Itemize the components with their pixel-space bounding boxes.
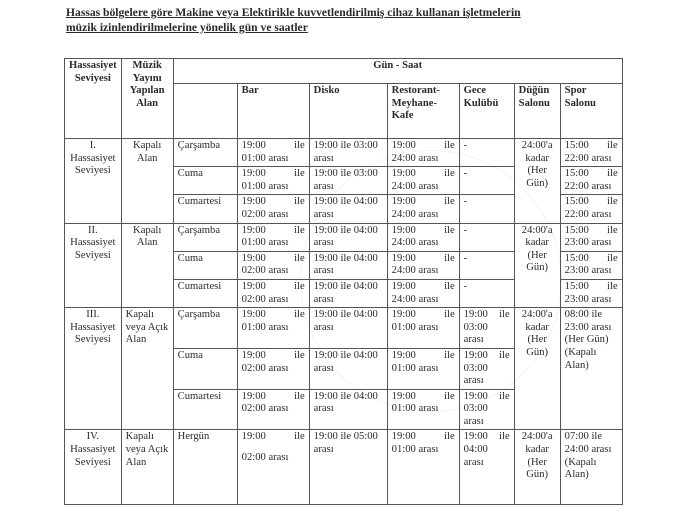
disko-cell: 19:00 ile 04:00 arası (309, 251, 387, 279)
table-row (65, 430, 623, 505)
restorant-cell: 19:00 ile 24:00 arası (387, 139, 459, 167)
heading-line-1: Hassas bölgelere göre Makine veya Elektirikle kuvvetlendirilmiş cihaz kullanan işletmelerin (66, 6, 521, 19)
restorant-cell: 19:00 ile 01:00 arası (387, 389, 459, 430)
area-cell: Kapalı veya Açık Alan (121, 430, 173, 505)
header-bar: Bar (237, 84, 309, 139)
restorant-cell: 19:00 ile 24:00 arası (387, 167, 459, 195)
disko-cell: 19:00 ile 03:00 arası (309, 167, 387, 195)
area-cell: Kapalı Alan (121, 139, 173, 224)
day-cell: Cumartesi (173, 389, 237, 430)
area-cell: Kapalı Alan (121, 223, 173, 308)
day-cell: Çarşamba (173, 308, 237, 349)
gece-cell: - (459, 139, 514, 167)
spor-cell: 07:00 ile 24:00 arası (Kapalı Alan) (560, 430, 622, 505)
day-cell: Cuma (173, 251, 237, 279)
header-restorant: Restorant-Meyhane-Kafe (387, 84, 459, 139)
level-cell: II. Hassasiyet Seviyesi (65, 223, 122, 308)
spor-cell: 15:00 ile 23:00 arası (560, 251, 622, 279)
bar-cell: 19:00 ile 01:00 arası (237, 139, 309, 167)
disko-cell: 19:00 ile 04:00 arası (309, 389, 387, 430)
restorant-cell: 19:00 ile 24:00 arası (387, 251, 459, 279)
wedding-cell: 24:00'a kadar (Her Gün) (514, 139, 560, 224)
spor-cell: 15:00 ile 22:00 arası (560, 139, 622, 167)
restorant-cell: 19:00 ile 24:00 arası (387, 223, 459, 251)
spor-cell: 15:00 ile 22:00 arası (560, 167, 622, 195)
gece-cell: - (459, 251, 514, 279)
wedding-cell: 24:00'a kadar (Her Gün) (514, 430, 560, 505)
disko-cell: 19:00 ile 04:00 arası (309, 348, 387, 389)
restorant-cell: 19:00 ile 01:00 arası (387, 308, 459, 349)
header-day-blank (173, 84, 237, 139)
gece-cell: 19:00 ile 04:00 arası (459, 430, 514, 505)
day-cell: Cuma (173, 348, 237, 389)
wedding-cell: 24:00'a kadar (Her Gün) (514, 308, 560, 430)
disko-cell: 19:00 ile 04:00 arası (309, 223, 387, 251)
spor-cell: 08:00 ile 23:00 arası (Her Gün) (Kapalı Alan) (560, 308, 622, 430)
bar-cell: 19:00 ile 02:00 arası (237, 195, 309, 223)
level-cell: I. Hassasiyet Seviyesi (65, 139, 122, 224)
restorant-cell: 19:00 ile 24:00 arası (387, 279, 459, 307)
gece-cell: 19:00 ile 03:00 arası (459, 308, 514, 349)
day-cell: Çarşamba (173, 223, 237, 251)
bar-cell: 19:00 ile 01:00 arası (237, 223, 309, 251)
restorant-cell: 19:00 ile 01:00 arası (387, 348, 459, 389)
gece-cell: - (459, 279, 514, 307)
schedule-table (64, 58, 623, 505)
header-level: Hassasiyet Seviyesi (65, 59, 122, 139)
level-cell: III. Hassasiyet Seviyesi (65, 308, 122, 430)
header-dugun-salonu: Düğün Salonu (514, 84, 560, 139)
bar-cell: 19:00 ile 02:00 arası (237, 430, 309, 505)
day-cell: Hergün (173, 430, 237, 505)
restorant-cell: 19:00 ile 24:00 arası (387, 195, 459, 223)
header-area: Müzik Yayını Yapılan Alan (121, 59, 173, 139)
header-spor-salonu: Spor Salonu (560, 84, 622, 139)
wedding-cell: 24:00'a kadar (Her Gün) (514, 223, 560, 308)
bar-cell: 19:00 ile 02:00 arası (237, 279, 309, 307)
spor-cell: 15:00 ile 23:00 arası (560, 223, 622, 251)
gece-cell: - (459, 223, 514, 251)
bar-cell: 19:00 ile 02:00 arası (237, 389, 309, 430)
table-row (65, 308, 623, 349)
gece-cell: - (459, 195, 514, 223)
day-cell: Çarşamba (173, 139, 237, 167)
disko-cell: 19:00 ile 05:00 arası (309, 430, 387, 505)
spor-cell: 15:00 ile 23:00 arası (560, 279, 622, 307)
level-cell: IV. Hassasiyet Seviyesi (65, 430, 122, 505)
disko-cell: 19:00 ile 04:00 arası (309, 279, 387, 307)
bar-cell: 19:00 ile 02:00 arası (237, 251, 309, 279)
heading-line-2: müzik izinlendirilmelerine yönelik gün ve saatler (66, 21, 308, 34)
day-cell: Cumartesi (173, 279, 237, 307)
header-day-time: Gün - Saat (173, 59, 622, 84)
bar-cell: 19:00 ile 01:00 arası (237, 308, 309, 349)
bar-cell: 19:00 ile 01:00 arası (237, 167, 309, 195)
gece-cell: 19:00 ile 03:00 arası (459, 389, 514, 430)
table-row (65, 139, 623, 167)
area-cell: Kapalı veya Açık Alan (121, 308, 173, 430)
table-row (65, 223, 623, 251)
gece-cell: 19:00 ile 03:00 arası (459, 348, 514, 389)
restorant-cell: 19:00 ile 01:00 arası (387, 430, 459, 505)
gece-cell: - (459, 167, 514, 195)
day-cell: Cuma (173, 167, 237, 195)
bar-cell: 19:00 ile 02:00 arası (237, 348, 309, 389)
spor-cell: 15:00 ile 22:00 arası (560, 195, 622, 223)
document-heading (66, 5, 666, 35)
disko-cell: 19:00 ile 04:00 arası (309, 308, 387, 349)
disko-cell: 19:00 ile 03:00 arası (309, 139, 387, 167)
disko-cell: 19:00 ile 04:00 arası (309, 195, 387, 223)
header-disko: Disko (309, 84, 387, 139)
day-cell: Cumartesi (173, 195, 237, 223)
header-gece-kulubu: Gece Kulübü (459, 84, 514, 139)
